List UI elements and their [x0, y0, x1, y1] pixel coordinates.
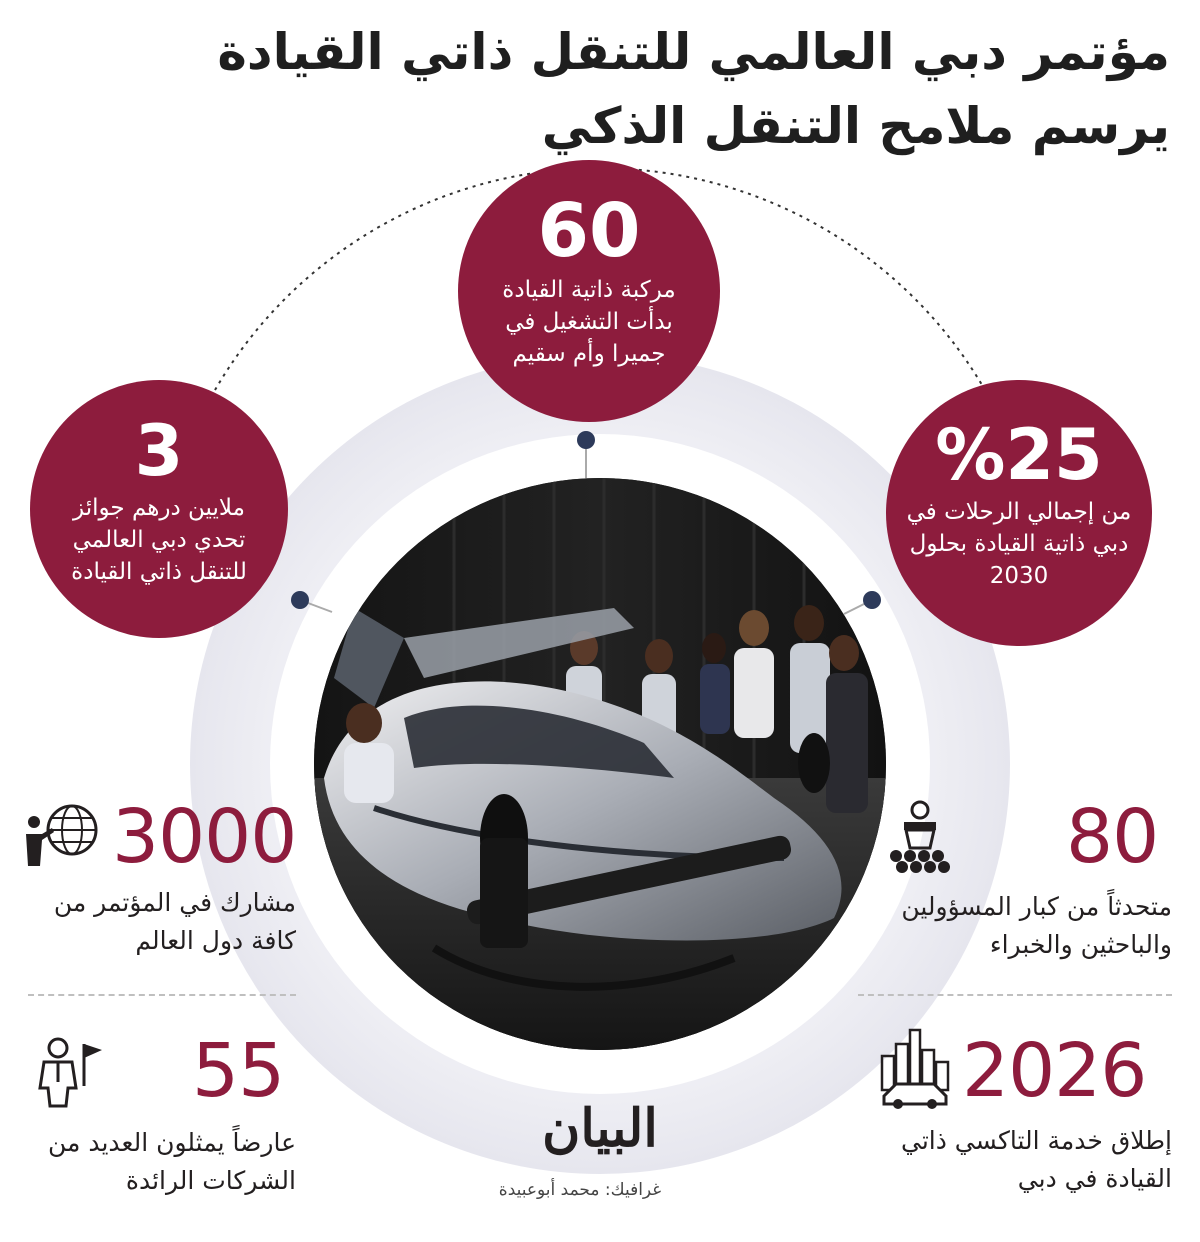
graphic-credit: غرافيك: محمد أبوعبيدة [498, 1180, 662, 1200]
autonomous-vehicle-photo [314, 478, 886, 1050]
stat-number-speakers: 80 [1066, 794, 1159, 880]
stat-circle-description: من إجمالي الرحلات في دبي ذاتية القيادة بحلول 2030 [906, 499, 1132, 589]
business-flag-icon [26, 1036, 106, 1108]
stat-circle-trips [886, 380, 1152, 646]
connector-dot-top [577, 431, 595, 449]
city-car-icon [878, 1026, 952, 1110]
divider-right [858, 994, 1172, 996]
speaker-podium-icon [884, 800, 956, 874]
headline-line-2: يرسم ملامح التنقل الذكي [541, 97, 1170, 155]
globe-presenter-icon [22, 800, 102, 870]
stat-circle-number: 3 [134, 410, 184, 492]
stat-circle-vehicles [458, 160, 720, 422]
stat-description-participants: مشارك في المؤتمر من كافة دول العالم [53, 888, 296, 955]
connector-dot-left [291, 591, 309, 609]
stat-circle-description: مركبة ذاتية القيادة بدأت التشغيل في جميرا وأم سقيم [502, 277, 676, 367]
stat-circle-number: 60 [537, 188, 641, 274]
stat-circle-prizes [30, 380, 288, 638]
stat-description-speakers: متحدثاً من كبار المسؤولين والباحثين والخبراء [901, 892, 1172, 959]
stat-circle-number: %25 [935, 414, 1103, 496]
stat-description-taxi: إطلاق خدمة التاكسي ذاتي القيادة في دبي [900, 1126, 1172, 1193]
stat-number-participants: 3000 [112, 794, 297, 880]
stat-description-exhibitors: عارضاً يمثلون العديد من الشركات الرائدة [47, 1128, 296, 1195]
divider-left [28, 994, 296, 996]
stat-number-exhibitors: 55 [192, 1028, 285, 1114]
stat-circle-description: ملايين درهم جوائز تحدي دبي العالمي للتنقل ذاتي القيادة [71, 495, 247, 585]
headline-line-1: مؤتمر دبي العالمي للتنقل ذاتي القيادة [217, 23, 1170, 81]
connector-dot-right [863, 591, 881, 609]
stat-number-taxi: 2026 [962, 1028, 1147, 1114]
newspaper-logo: البيان [542, 1098, 658, 1159]
